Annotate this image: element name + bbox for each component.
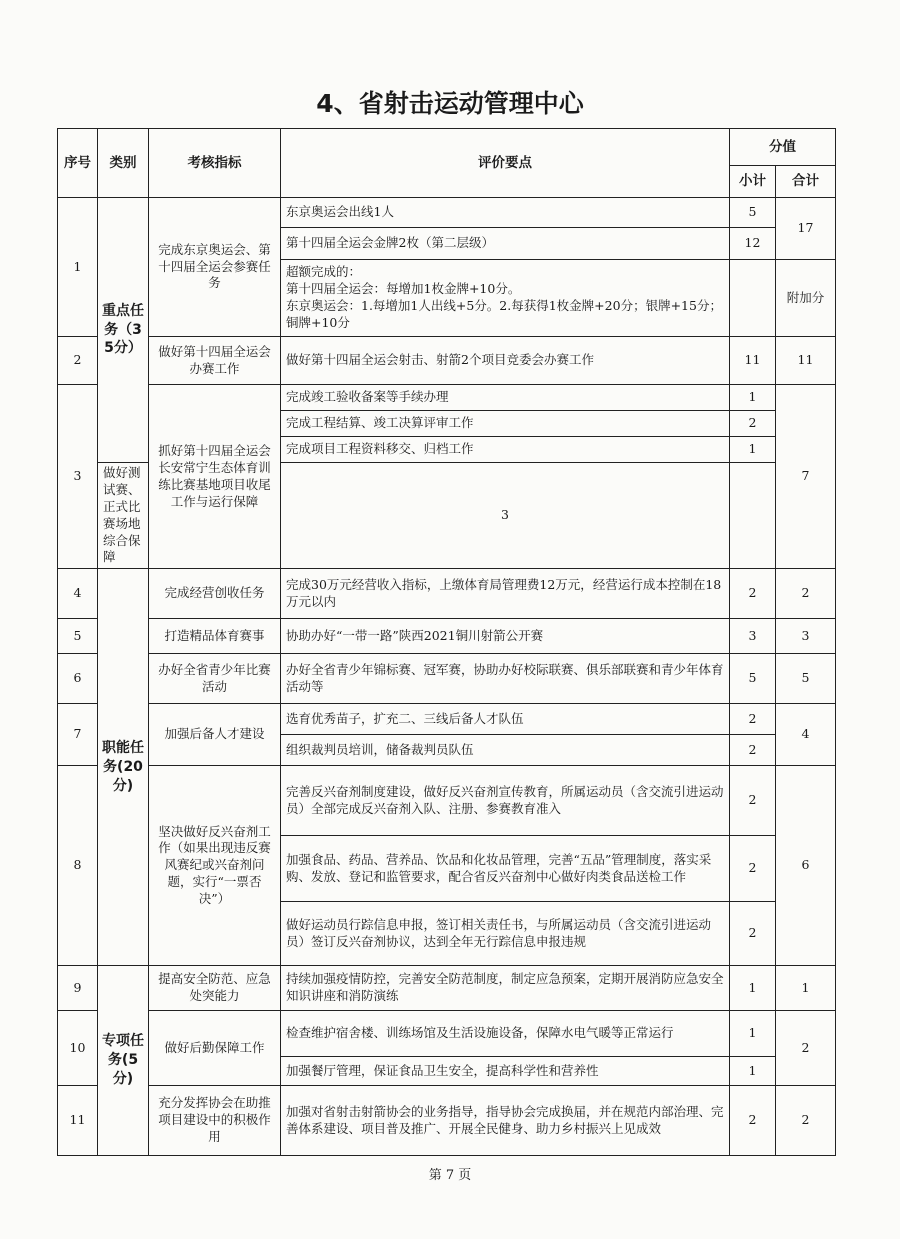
row-subtotal: 2: [730, 836, 776, 902]
row-requirement: 持续加强疫情防控，完善安全防范制度，制定应急预案，定期开展消防应急安全知识讲座和消防演练: [281, 966, 730, 1011]
row-subtotal: 1: [730, 966, 776, 1011]
row-indicator: 坚决做好反兴奋剂工作（如果出现违反赛风赛纪或兴奋剂问题，实行“一票否决”）: [149, 766, 281, 966]
row-requirement: 协助办好“一带一路”陕西2021铜川射箭公开赛: [281, 619, 730, 654]
row-requirement: 加强食品、药品、营养品、饮品和化妆品管理，完善“五品”管理制度，落实采购、发放、登记和监管要求，配合省反兴奋剂中心做好肉类食品送检工作: [281, 836, 730, 902]
table-row: [58, 385, 836, 411]
row-requirement: 办好全省青少年锦标赛、冠军赛，协助办好校际联赛、俱乐部联赛和青少年体育活动等: [281, 654, 730, 704]
row-indicator: 充分发挥协会在助推项目建设中的积极作用: [149, 1086, 281, 1156]
page-title: 4、省射击运动管理中心: [316, 89, 584, 118]
row-requirement: 完成工程结算、竣工决算评审工作: [281, 411, 730, 437]
row-requirement: 加强对省射击射箭协会的业务指导，指导协会完成换届，并在规范内部治理、完善体系建设、项目普及推广、开展全民健身、助力乡村振兴上见成效: [281, 1086, 730, 1156]
row-total: 5: [776, 654, 836, 704]
row-total: 2: [776, 1086, 836, 1156]
row-requirement: 选育优秀苗子，扩充二、三线后备人才队伍: [281, 704, 730, 735]
row-indicator: 加强后备人才建设: [149, 704, 281, 766]
row-seq: 3: [58, 385, 98, 569]
row-requirement: 完成项目工程资料移交、归档工作: [281, 437, 730, 463]
row-subtotal: 1: [730, 437, 776, 463]
category-func: 职能任务(20分): [98, 569, 149, 966]
row-requirement: 做好运动员行踪信息申报，签订相关责任书，与所属运动员（含交流引进运动员）签订反兴奋剂协议，达到全年无行踪信息申报违规: [281, 902, 730, 966]
category-special: 专项任务(5分): [98, 966, 149, 1156]
row-total: 6: [776, 766, 836, 966]
header-subtotal: 小计: [730, 166, 776, 198]
header-indicator: 考核指标: [149, 129, 281, 198]
page-number: 第 7 页: [428, 1168, 472, 1183]
row-total: 3: [776, 619, 836, 654]
row-indicator: 完成经营创收任务: [149, 569, 281, 619]
table-row: [58, 654, 836, 704]
row-total: 2: [776, 569, 836, 619]
row-seq: 1: [58, 198, 98, 337]
row-subtotal: 1: [730, 1011, 776, 1057]
row-subtotal: 1: [730, 385, 776, 411]
row-seq: 2: [58, 337, 98, 385]
row-subtotal: 2: [730, 902, 776, 966]
row-subtotal: 12: [730, 228, 776, 260]
header-total: 合计: [776, 166, 836, 198]
header-score: 分值: [730, 129, 836, 166]
table-row: [58, 337, 836, 385]
row-total: 17: [776, 198, 836, 260]
category-key: 重点任务（35分）: [98, 198, 149, 463]
row-bonus: 附加分: [776, 260, 836, 337]
row-indicator: 办好全省青少年比赛活动: [149, 654, 281, 704]
row-subtotal: 2: [730, 411, 776, 437]
row-subtotal: 3: [730, 619, 776, 654]
row-subtotal: 2: [730, 1086, 776, 1156]
row-seq: 4: [58, 569, 98, 619]
row-requirement: 完成竣工验收备案等手续办理: [281, 385, 730, 411]
row-total: 7: [776, 385, 836, 569]
table-row: [58, 198, 836, 228]
row-seq: 10: [58, 1011, 98, 1086]
row-total: 1: [776, 966, 836, 1011]
row-subtotal: 1: [730, 1057, 776, 1086]
header-requirement: 评价要点: [281, 129, 730, 198]
header-seq: 序号: [58, 129, 98, 198]
table-row: [58, 1086, 836, 1156]
table-row: [58, 569, 836, 619]
table-row: [58, 966, 836, 1011]
row-seq: 11: [58, 1086, 98, 1156]
row-indicator: 打造精品体育赛事: [149, 619, 281, 654]
table-row: [58, 619, 836, 654]
row-seq: 8: [58, 766, 98, 966]
row-requirement: 组织裁判员培训，储备裁判员队伍: [281, 735, 730, 766]
row-requirement: 做好第十四届全运会射击、射箭2个项目竞委会办赛工作: [281, 337, 730, 385]
row-requirement: 东京奥运会出线1人: [281, 198, 730, 228]
table-row: [58, 766, 836, 836]
row-seq: 5: [58, 619, 98, 654]
row-indicator: 抓好第十四届全运会长安常宁生态体育训练比赛基地项目收尾工作与运行保障: [149, 385, 281, 569]
assessment-table: [57, 128, 836, 1156]
row-requirement: 加强餐厅管理，保证食品卫生安全，提高科学性和营养性: [281, 1057, 730, 1086]
row-subtotal: 2: [730, 735, 776, 766]
row-total: 2: [776, 1011, 836, 1086]
row-seq: 6: [58, 654, 98, 704]
row-indicator: 做好第十四届全运会办赛工作: [149, 337, 281, 385]
row-requirement: 检查维护宿舍楼、训练场馆及生活设施设备，保障水电气暖等正常运行: [281, 1011, 730, 1057]
row-seq: 7: [58, 704, 98, 766]
row-requirement: 完成30万元经营收入指标，上缴体育局管理费12万元，经营运行成本控制在18万元以内: [281, 569, 730, 619]
row-indicator: 提高安全防范、应急处突能力: [149, 966, 281, 1011]
header-category: 类别: [98, 129, 149, 198]
row-requirement: 第十四届全运会金牌2枚（第二层级）: [281, 228, 730, 260]
row-subtotal: [730, 260, 776, 337]
row-indicator: 完成东京奥运会、第十四届全运会参赛任务: [149, 198, 281, 337]
row-requirement: 超额完成的： 第十四届全运会：每增加1枚金牌+10分。 东京奥运会：1.每增加1人出线+5分。2.每获得1枚金牌+20分；银牌+15分；铜牌+10分: [281, 260, 730, 337]
row-subtotal: 3: [281, 463, 730, 569]
row-indicator: 做好后勤保障工作: [149, 1011, 281, 1086]
row-subtotal: 11: [730, 337, 776, 385]
row-total: 4: [776, 704, 836, 766]
row-total: 11: [776, 337, 836, 385]
row-requirement: 做好测试赛、正式比赛场地综合保障: [98, 463, 149, 569]
row-subtotal: 5: [730, 654, 776, 704]
row-subtotal: 5: [730, 198, 776, 228]
row-seq: 9: [58, 966, 98, 1011]
row-subtotal: 2: [730, 704, 776, 735]
header-row: [58, 129, 836, 166]
row-subtotal: 2: [730, 569, 776, 619]
table-row: [58, 704, 836, 735]
row-subtotal: 2: [730, 766, 776, 836]
row-requirement: 完善反兴奋剂制度建设，做好反兴奋剂宣传教育，所属运动员（含交流引进运动员）全部完成反兴奋剂入队、注册、参赛教育准入: [281, 766, 730, 836]
table-row: [58, 1011, 836, 1057]
